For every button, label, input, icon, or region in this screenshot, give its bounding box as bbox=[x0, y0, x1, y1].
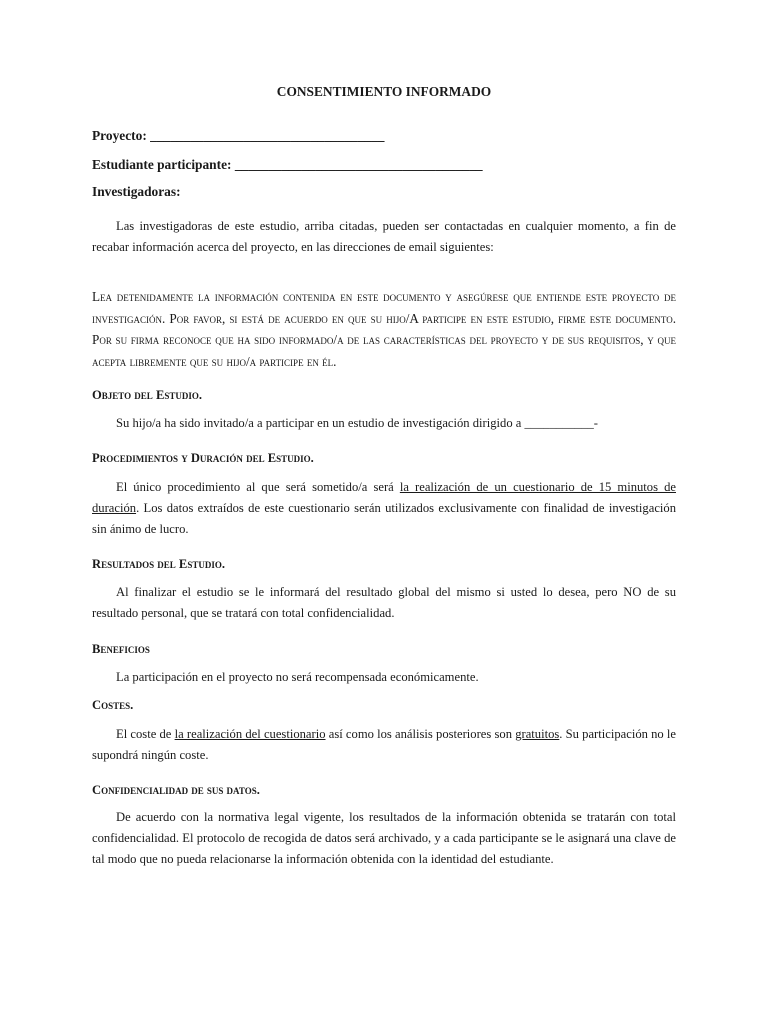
costes-underlined-1: la realización del cuestionario bbox=[174, 727, 326, 741]
estudiante-blank: _____________________________________ bbox=[234, 157, 483, 172]
procedimientos-text-1: El único procedimiento al que será sometido/a será bbox=[116, 480, 400, 494]
costes-heading: Costes. bbox=[92, 698, 134, 712]
beneficios-paragraph: La participación en el proyecto no será recompensada económicamente. bbox=[116, 670, 479, 684]
proyecto-field bbox=[92, 128, 676, 144]
estudiante-field bbox=[92, 157, 676, 173]
costes-text-2: así como los análisis posteriores son bbox=[325, 727, 516, 741]
investigadoras-label: Investigadoras: bbox=[92, 184, 181, 199]
objeto-paragraph: Su hijo/a ha sido invitado/a a participar en un estudio de investigación dirigido a ___________- bbox=[116, 416, 598, 430]
confidencialidad-heading: Confidencialidad de sus datos. bbox=[92, 783, 260, 797]
objeto-heading: Objeto del Estudio. bbox=[92, 388, 203, 402]
costes-text-3: . Su participación no le supondrá ningún coste. bbox=[92, 727, 677, 762]
resultados-heading: Resultados del Estudio. bbox=[92, 557, 225, 571]
resultados-paragraph: Al finalizar el estudio se le informará del resultado global del mismo si usted lo desea, pero NO de su resultado personal, que se tratará con total confidencialidad. bbox=[92, 585, 676, 620]
procedimientos-underlined: la realización de un cuestionario de 15 minutos de duración bbox=[92, 480, 676, 515]
costes-text-1: El coste de bbox=[116, 727, 175, 741]
procedimientos-text-2: . Los datos extraídos de este cuestionario serán utilizados exclusivamente con finalidad de investigación sin ánimo de lucro. bbox=[92, 501, 676, 536]
notice-paragraph: Lea detenidamente la información contenida en este documento y asegúrese que entiende este proyecto de investigación. Por favor, si está de acuerdo en que su hijo/A participe en este estudio, firme este documento. Por su firma reconoce que ha sido informado/a de las características del proyecto y de sus requisitos, y que acepta libremente que su hijo/a participe en él. bbox=[92, 289, 676, 369]
costes-paragraph bbox=[92, 724, 676, 766]
intro-paragraph: Las investigadoras de este estudio, arriba citadas, pueden ser contactadas en cualquier momento, a fin de recabar información acerca del proyecto, en las direcciones de email siguientes: bbox=[92, 219, 676, 254]
costes-underlined-2: gratuitos bbox=[515, 727, 560, 741]
estudiante-label: Estudiante participante: bbox=[92, 157, 232, 172]
document-title: CONSENTIMIENTO INFORMADO bbox=[276, 84, 492, 99]
proyecto-blank: ___________________________________ bbox=[150, 128, 385, 143]
proyecto-label: Proyecto: bbox=[92, 128, 147, 143]
procedimientos-paragraph bbox=[92, 477, 676, 540]
confidencialidad-paragraph: De acuerdo con la normativa legal vigente, los resultados de la información obtenida se tratarán con total confidencialidad. El protocolo de recogida de datos será archivado, y a cada participante se le asignará una clave de tal modo que no pueda relacionarse la información obtenida con la identidad del estudiante. bbox=[92, 810, 676, 866]
procedimientos-heading: Procedimientos y Duración del Estudio. bbox=[92, 451, 314, 465]
beneficios-heading: Beneficios bbox=[92, 642, 150, 656]
